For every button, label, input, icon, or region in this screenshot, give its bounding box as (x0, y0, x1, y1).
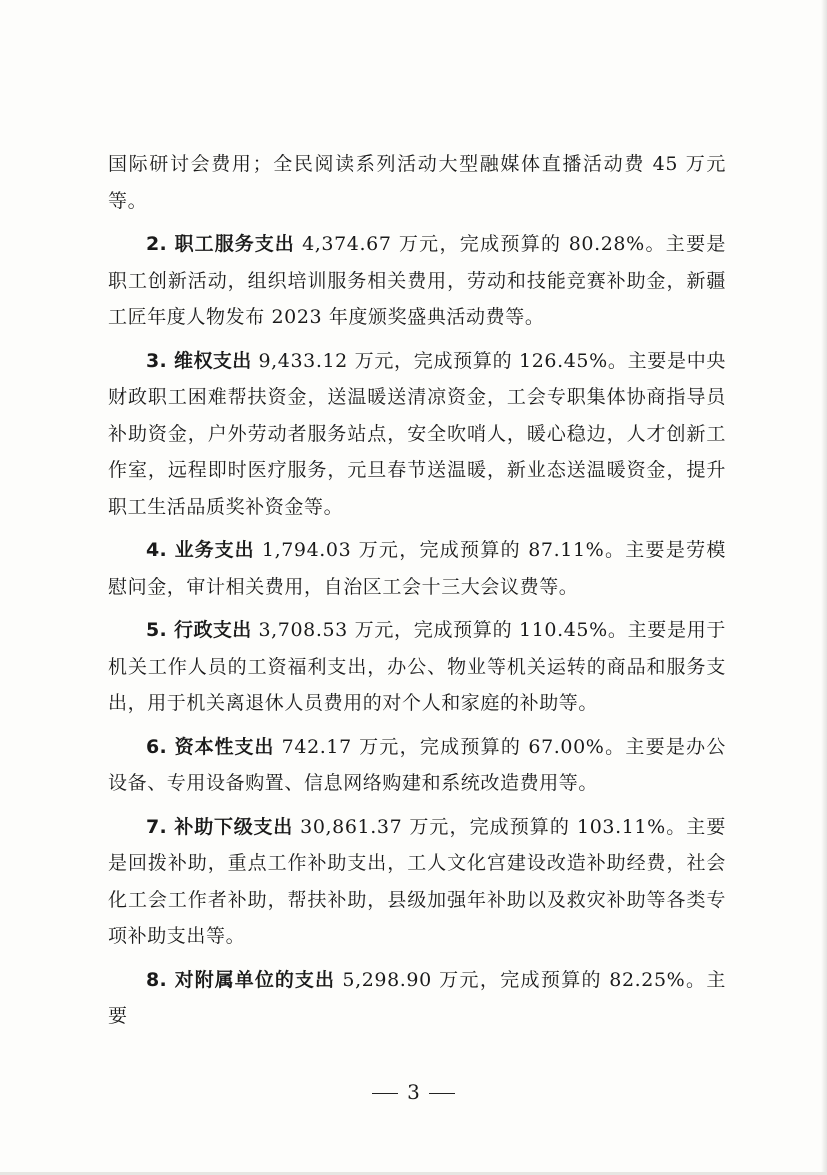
page-number: 3 (407, 1080, 420, 1104)
paragraph-heading: 4. 业务支出 (146, 539, 255, 561)
paragraph-subsidy-lower-level (108, 809, 726, 955)
paragraph-text: 742.17 万元，完成预算的 67.00%。主要是办公设备、专用设备购置、信息网络购建和系统改造费用等。 (108, 735, 726, 794)
paragraph-affiliated-units (108, 962, 726, 1035)
scan-edge-shadow (821, 0, 827, 1175)
paragraph-heading: 6. 资本性支出 (146, 735, 275, 758)
paragraph-heading: 5. 行政支出 (146, 619, 252, 641)
paragraph-capital (108, 729, 726, 802)
paragraph-business (108, 532, 726, 605)
dash-left (372, 1093, 398, 1094)
paragraph-heading: 3. 维权支出 (146, 349, 252, 372)
dash-right (429, 1093, 455, 1094)
paragraph-text: 1,794.03 万元，完成预算的 87.11%。主要是劳模慰问金，审计相关费用，自治区工会十三大会议费等。 (108, 539, 726, 598)
paragraph-heading: 7. 补助下级支出 (146, 815, 294, 838)
paragraph-text: 9,433.12 万元，完成预算的 126.45%。主要是中央财政职工困难帮扶资金，送温暖送清凉资金，工会专职集体协商指导员补助资金，户外劳动者服务站点，安全吹哨人，暖心稳边，人才创新工作室，远程即时医疗服务，元旦春节送温暖，新业态送温暖资金，提升职工生活品质奖补资金等。 (108, 349, 727, 518)
paragraph-rights-protection (108, 343, 726, 526)
body-text (108, 146, 726, 1042)
paragraph-text: 3,708.53 万元，完成预算的 110.45%。主要是用于机关工作人员的工资福利支出，办公、物业等机关运转的商品和服务支出，用于机关离退休人员费用的对个人和家庭的补助等。 (108, 619, 727, 714)
paragraph-continuation (108, 146, 726, 219)
paragraph-text: 30,861.37 万元，完成预算的 103.11%。主要是回拨补助，重点工作补助支出，工人文化宫建设改造补助经费，社会化工会工作者补助，帮扶补助，县级加强年补助以及救灾补助等各类专项补助支出等。 (108, 815, 726, 947)
paragraph-employee-service (108, 226, 726, 336)
paragraph-heading: 2. 职工服务支出 (146, 233, 295, 255)
paragraph-text: 4,374.67 万元，完成预算的 80.28%。主要是职工创新活动，组织培训服务相关费用，劳动和技能竞赛补助金，新疆工匠年度人物发布 2023 年度颁奖盛典活动费等。 (108, 233, 727, 328)
paragraph-text: 国际研讨会费用；全民阅读系列活动大型融媒体直播活动费 45 万元等。 (108, 153, 726, 212)
page-footer (0, 1077, 827, 1107)
paragraph-administrative (108, 612, 726, 722)
paragraph-heading: 8. 对附属单位的支出 (146, 968, 336, 991)
paragraph-text: 5,298.90 万元，完成预算的 82.25%。主要 (108, 968, 726, 1027)
